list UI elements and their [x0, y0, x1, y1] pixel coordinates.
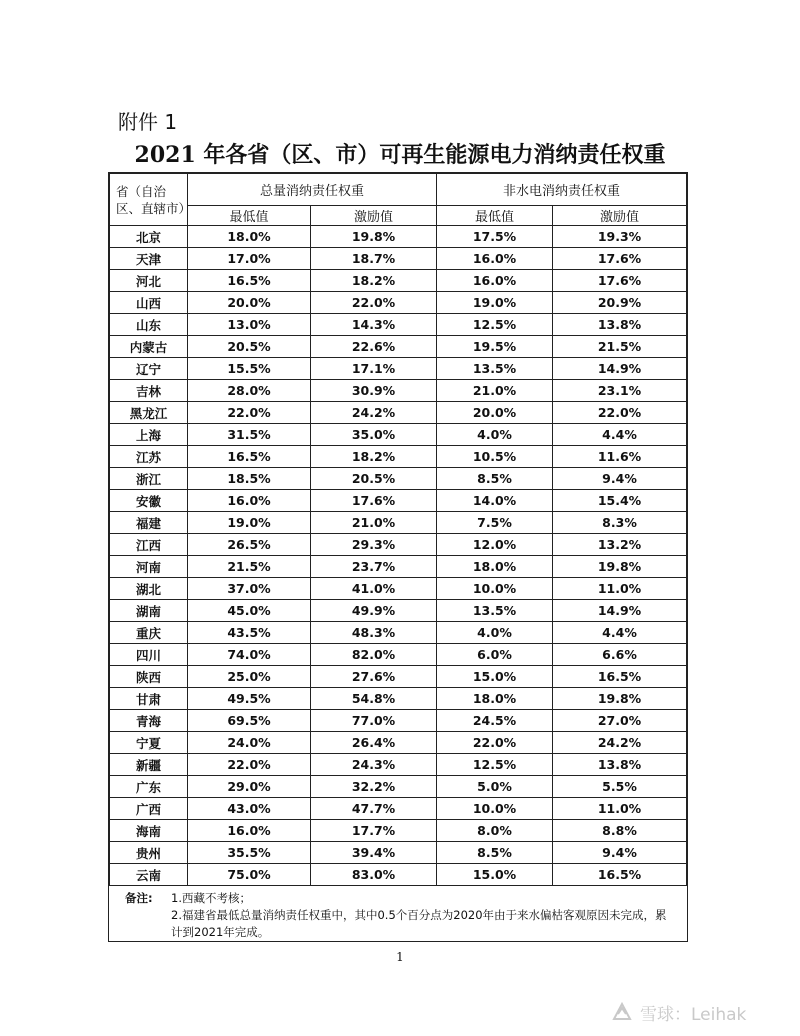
province-cell: 吉林 — [110, 380, 188, 402]
total-min-cell: 20.5% — [188, 336, 311, 358]
total-min-cell: 74.0% — [188, 644, 311, 666]
total-min-cell: 16.0% — [188, 490, 311, 512]
nonhydro-min-cell: 8.5% — [437, 842, 553, 864]
nonhydro-incentive-cell: 4.4% — [553, 424, 687, 446]
province-cell: 上海 — [110, 424, 188, 446]
nonhydro-incentive-cell: 5.5% — [553, 776, 687, 798]
province-cell: 湖北 — [110, 578, 188, 600]
total-min-cell: 43.5% — [188, 622, 311, 644]
total-incentive-cell: 18.7% — [311, 248, 437, 270]
total-incentive-cell: 29.3% — [311, 534, 437, 556]
total-min-cell: 31.5% — [188, 424, 311, 446]
nonhydro-min-cell: 13.5% — [437, 600, 553, 622]
notes — [109, 886, 687, 947]
total-incentive-cell: 20.5% — [311, 468, 437, 490]
total-incentive-cell: 19.8% — [311, 226, 437, 248]
province-cell: 云南 — [110, 864, 188, 886]
total-incentive-cell: 22.0% — [311, 292, 437, 314]
table-row — [110, 512, 687, 534]
table-row — [110, 776, 687, 798]
province-cell: 贵州 — [110, 842, 188, 864]
total-min-cell: 37.0% — [188, 578, 311, 600]
table-row — [110, 380, 687, 402]
total-incentive-cell: 23.7% — [311, 556, 437, 578]
total-incentive-cell: 21.0% — [311, 512, 437, 534]
table-row — [110, 600, 687, 622]
province-cell: 新疆 — [110, 754, 188, 776]
nonhydro-incentive-cell: 13.8% — [553, 754, 687, 776]
nonhydro-incentive-cell: 14.9% — [553, 358, 687, 380]
table-row — [110, 270, 687, 292]
notes-label: 备注: — [125, 891, 153, 905]
nonhydro-min-cell: 19.0% — [437, 292, 553, 314]
nonhydro-incentive-cell: 8.8% — [553, 820, 687, 842]
nonhydro-incentive-cell: 11.0% — [553, 798, 687, 820]
nonhydro-incentive-cell: 4.4% — [553, 622, 687, 644]
total-min-cell: 20.0% — [188, 292, 311, 314]
total-incentive-cell: 54.8% — [311, 688, 437, 710]
province-cell: 四川 — [110, 644, 188, 666]
total-min-cell: 22.0% — [188, 402, 311, 424]
nonhydro-incentive-cell: 22.0% — [553, 402, 687, 424]
total-incentive-cell: 17.7% — [311, 820, 437, 842]
nonhydro-incentive-cell: 13.8% — [553, 314, 687, 336]
table-row — [110, 358, 687, 380]
total-min-cell: 19.0% — [188, 512, 311, 534]
total-min-cell: 43.0% — [188, 798, 311, 820]
subheader-total-incentive: 激励值 — [311, 206, 437, 226]
total-incentive-cell: 41.0% — [311, 578, 437, 600]
province-cell: 山西 — [110, 292, 188, 314]
note-line-1 — [125, 890, 677, 907]
nonhydro-incentive-cell: 17.6% — [553, 248, 687, 270]
nonhydro-min-cell: 19.5% — [437, 336, 553, 358]
table-row — [110, 798, 687, 820]
province-cell: 黑龙江 — [110, 402, 188, 424]
nonhydro-incentive-cell: 23.1% — [553, 380, 687, 402]
total-min-cell: 35.5% — [188, 842, 311, 864]
table-row — [110, 446, 687, 468]
total-incentive-cell: 26.4% — [311, 732, 437, 754]
table-row — [110, 666, 687, 688]
total-incentive-cell: 24.2% — [311, 402, 437, 424]
table-row — [110, 534, 687, 556]
table-row — [110, 556, 687, 578]
weights-table — [109, 173, 687, 886]
subheader-total-min: 最低值 — [188, 206, 311, 226]
total-incentive-cell: 18.2% — [311, 446, 437, 468]
nonhydro-min-cell: 4.0% — [437, 424, 553, 446]
nonhydro-incentive-cell: 16.5% — [553, 666, 687, 688]
attachment-label: 附件 1 — [118, 110, 178, 134]
total-min-cell: 26.5% — [188, 534, 311, 556]
total-min-cell: 75.0% — [188, 864, 311, 886]
province-cell: 广东 — [110, 776, 188, 798]
province-cell: 宁夏 — [110, 732, 188, 754]
total-min-cell: 22.0% — [188, 754, 311, 776]
total-min-cell: 24.0% — [188, 732, 311, 754]
note-item: 1.西藏不考核； — [171, 891, 251, 905]
weights-table-container — [108, 172, 688, 942]
province-cell: 辽宁 — [110, 358, 188, 380]
province-cell: 内蒙古 — [110, 336, 188, 358]
nonhydro-min-cell: 13.5% — [437, 358, 553, 380]
nonhydro-min-cell: 5.0% — [437, 776, 553, 798]
table-row — [110, 864, 687, 886]
total-incentive-cell: 82.0% — [311, 644, 437, 666]
nonhydro-incentive-cell: 9.4% — [553, 468, 687, 490]
total-incentive-cell: 83.0% — [311, 864, 437, 886]
nonhydro-min-cell: 12.5% — [437, 314, 553, 336]
province-cell: 青海 — [110, 710, 188, 732]
nonhydro-min-cell: 14.0% — [437, 490, 553, 512]
province-cell: 河南 — [110, 556, 188, 578]
subheader-nonhydro-incentive: 激励值 — [553, 206, 687, 226]
total-min-cell: 17.0% — [188, 248, 311, 270]
table-row — [110, 226, 687, 248]
snowball-logo-icon — [610, 1001, 634, 1025]
nonhydro-min-cell: 21.0% — [437, 380, 553, 402]
header-total-weight: 总量消纳责任权重 — [188, 174, 437, 206]
table-row — [110, 622, 687, 644]
total-min-cell: 29.0% — [188, 776, 311, 798]
nonhydro-incentive-cell: 17.6% — [553, 270, 687, 292]
nonhydro-incentive-cell: 11.0% — [553, 578, 687, 600]
province-cell: 河北 — [110, 270, 188, 292]
province-cell: 山东 — [110, 314, 188, 336]
nonhydro-min-cell: 16.0% — [437, 270, 553, 292]
total-min-cell: 15.5% — [188, 358, 311, 380]
nonhydro-min-cell: 17.5% — [437, 226, 553, 248]
province-cell: 海南 — [110, 820, 188, 842]
total-incentive-cell: 22.6% — [311, 336, 437, 358]
table-header — [110, 174, 687, 226]
total-min-cell: 16.5% — [188, 446, 311, 468]
table-row — [110, 490, 687, 512]
nonhydro-incentive-cell: 20.9% — [553, 292, 687, 314]
total-min-cell: 16.0% — [188, 820, 311, 842]
nonhydro-incentive-cell: 15.4% — [553, 490, 687, 512]
header-non-hydro-weight: 非水电消纳责任权重 — [437, 174, 687, 206]
total-min-cell: 18.5% — [188, 468, 311, 490]
total-incentive-cell: 24.3% — [311, 754, 437, 776]
nonhydro-min-cell: 7.5% — [437, 512, 553, 534]
nonhydro-min-cell: 18.0% — [437, 556, 553, 578]
nonhydro-min-cell: 24.5% — [437, 710, 553, 732]
total-min-cell: 21.5% — [188, 556, 311, 578]
nonhydro-min-cell: 10.0% — [437, 798, 553, 820]
nonhydro-min-cell: 6.0% — [437, 644, 553, 666]
nonhydro-incentive-cell: 24.2% — [553, 732, 687, 754]
watermark-text: 雪球：Leihak — [640, 1005, 747, 1025]
nonhydro-min-cell: 18.0% — [437, 688, 553, 710]
nonhydro-incentive-cell: 19.8% — [553, 556, 687, 578]
total-min-cell: 45.0% — [188, 600, 311, 622]
total-min-cell: 28.0% — [188, 380, 311, 402]
total-incentive-cell: 35.0% — [311, 424, 437, 446]
total-incentive-cell: 30.9% — [311, 380, 437, 402]
nonhydro-min-cell: 15.0% — [437, 864, 553, 886]
document-title: 2021 年各省（区、市）可再生能源电力消纳责任权重 — [134, 142, 666, 168]
nonhydro-min-cell: 12.5% — [437, 754, 553, 776]
nonhydro-incentive-cell: 13.2% — [553, 534, 687, 556]
table-row — [110, 468, 687, 490]
nonhydro-min-cell: 12.0% — [437, 534, 553, 556]
nonhydro-incentive-cell: 21.5% — [553, 336, 687, 358]
table-row — [110, 424, 687, 446]
table-row — [110, 578, 687, 600]
province-cell: 广西 — [110, 798, 188, 820]
nonhydro-incentive-cell: 19.3% — [553, 226, 687, 248]
table-row — [110, 754, 687, 776]
nonhydro-incentive-cell: 11.6% — [553, 446, 687, 468]
table-row — [110, 314, 687, 336]
nonhydro-incentive-cell: 6.6% — [553, 644, 687, 666]
note-item: 2.福建省最低总量消纳责任权重中，其中0.5个百分点为2020年由于来水偏枯客观原因未完成，累计到2021年完成。 — [171, 908, 667, 939]
total-incentive-cell: 39.4% — [311, 842, 437, 864]
note-line-2 — [125, 907, 677, 941]
table-body — [110, 226, 687, 886]
total-min-cell: 69.5% — [188, 710, 311, 732]
nonhydro-incentive-cell: 16.5% — [553, 864, 687, 886]
province-cell: 重庆 — [110, 622, 188, 644]
nonhydro-min-cell: 20.0% — [437, 402, 553, 424]
total-incentive-cell: 77.0% — [311, 710, 437, 732]
province-cell: 北京 — [110, 226, 188, 248]
page-number: 1 — [396, 950, 404, 964]
total-incentive-cell: 14.3% — [311, 314, 437, 336]
total-incentive-cell: 47.7% — [311, 798, 437, 820]
nonhydro-incentive-cell: 8.3% — [553, 512, 687, 534]
province-cell: 福建 — [110, 512, 188, 534]
table-row — [110, 644, 687, 666]
total-incentive-cell: 32.2% — [311, 776, 437, 798]
nonhydro-incentive-cell: 14.9% — [553, 600, 687, 622]
province-cell: 浙江 — [110, 468, 188, 490]
subheader-nonhydro-min: 最低值 — [437, 206, 553, 226]
nonhydro-min-cell: 8.5% — [437, 468, 553, 490]
table-row — [110, 732, 687, 754]
total-incentive-cell: 18.2% — [311, 270, 437, 292]
nonhydro-min-cell: 22.0% — [437, 732, 553, 754]
nonhydro-min-cell: 4.0% — [437, 622, 553, 644]
total-min-cell: 49.5% — [188, 688, 311, 710]
table-row — [110, 820, 687, 842]
total-incentive-cell: 49.9% — [311, 600, 437, 622]
nonhydro-incentive-cell: 9.4% — [553, 842, 687, 864]
nonhydro-min-cell: 10.5% — [437, 446, 553, 468]
province-cell: 湖南 — [110, 600, 188, 622]
table-row — [110, 336, 687, 358]
total-incentive-cell: 48.3% — [311, 622, 437, 644]
province-cell: 安徽 — [110, 490, 188, 512]
province-cell: 江西 — [110, 534, 188, 556]
total-min-cell: 18.0% — [188, 226, 311, 248]
nonhydro-incentive-cell: 19.8% — [553, 688, 687, 710]
watermark — [610, 1000, 746, 1025]
nonhydro-min-cell: 16.0% — [437, 248, 553, 270]
nonhydro-min-cell: 15.0% — [437, 666, 553, 688]
table-row — [110, 842, 687, 864]
header-province: 省（自治区、直辖市） — [110, 174, 188, 226]
total-min-cell: 16.5% — [188, 270, 311, 292]
table-row — [110, 292, 687, 314]
total-min-cell: 25.0% — [188, 666, 311, 688]
table-row — [110, 688, 687, 710]
total-incentive-cell: 17.1% — [311, 358, 437, 380]
province-cell: 天津 — [110, 248, 188, 270]
nonhydro-incentive-cell: 27.0% — [553, 710, 687, 732]
table-row — [110, 402, 687, 424]
nonhydro-min-cell: 10.0% — [437, 578, 553, 600]
province-cell: 甘肃 — [110, 688, 188, 710]
total-min-cell: 13.0% — [188, 314, 311, 336]
province-cell: 江苏 — [110, 446, 188, 468]
table-row — [110, 248, 687, 270]
nonhydro-min-cell: 8.0% — [437, 820, 553, 842]
total-incentive-cell: 17.6% — [311, 490, 437, 512]
province-cell: 陕西 — [110, 666, 188, 688]
table-row — [110, 710, 687, 732]
total-incentive-cell: 27.6% — [311, 666, 437, 688]
